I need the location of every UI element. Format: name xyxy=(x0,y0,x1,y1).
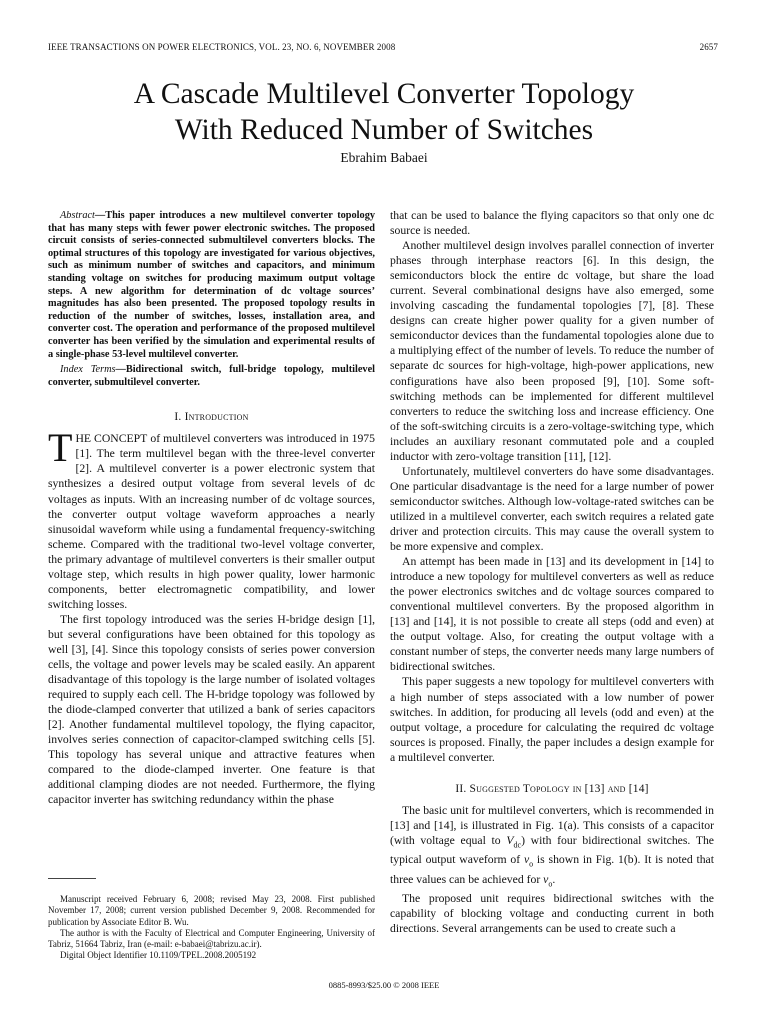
index-terms-label: Index Terms xyxy=(60,364,116,376)
footnote-doi: Digital Object Identifier 10.1109/TPEL.2008.2005192 xyxy=(60,950,257,961)
vo-letter: v xyxy=(523,853,530,867)
section-title: Introduction xyxy=(184,411,249,424)
page-number: 2657 xyxy=(699,42,718,52)
abstract-label: Abstract xyxy=(60,210,95,221)
right-paragraph-3: An attempt has been made in [13] and its development in [14] to introduce a new topology for multilevel converters as well as reduce the power electronics switches and dc voltage sources compared to conventional multilevel converters. By the proposed algorithm in [13] and [14], it is not possible to create all steps (odd and even) at the output voltage. Also, for creating the output voltage with a constant number of steps, the converter needs many large numbers of bidirectional switches. xyxy=(390,555,715,674)
footnote-rule xyxy=(48,878,96,879)
author: Ebrahim Babaei xyxy=(340,150,428,165)
right-paragraph-0: that can be used to balance the flying capacitors so that only one dc source is needed. xyxy=(390,209,714,238)
copyright-footer: 0885-8993/$25.00 © 2008 IEEE xyxy=(328,980,440,990)
running-header: IEEE TRANSACTIONS ON POWER ELECTRONICS, VOL. 23, NO. 6, NOVEMBER 2008 xyxy=(48,42,396,52)
vo-letter-2: v xyxy=(543,872,549,886)
p5-part-d: . xyxy=(552,872,556,886)
p5-part-c: is shown in Fig. 1(b). It is noted that three values can be achieved for xyxy=(390,853,714,886)
intro-paragraph-1 xyxy=(48,425,375,612)
title-line-2: With Reduced Number of Switches xyxy=(174,114,594,146)
section-heading-introduction xyxy=(48,411,375,423)
right-paragraph-6: The proposed unit requires bidirectional switches with the capability of blocking voltage and conducting current in both directions. Several arrangements can be used to create such a xyxy=(390,891,714,936)
right-paragraph-5 xyxy=(390,803,714,891)
vdc-letter: V xyxy=(506,833,514,847)
intro-p1-text: of multilevel converters was introduced in 1975 [1]. The term multilevel began with the three-level converter [2]. A multilevel converter is a power electronic system that synthesizes a desired output voltage from several levels of dc voltages as inputs. With an increasing number of dc voltage sources, the converter output voltage waveform approaches a nearly sinusoidal waveform while using a fundamental frequency-switching scheme. Compared with the traditional two-level voltage converter, the primary advantage of multilevel converters is their smaller output voltage step, which results in high power quality, lower harmonic components, better electromagnetic compatibility, and lower switching losses. xyxy=(48,432,375,611)
right-column xyxy=(390,208,714,936)
footnote-manuscript: Manuscript received February 6, 2008; revised May 23, 2008. First published November 17, 2008; current version published December 9, 2008. Recommended for publication by Associate Editor B. Wu. xyxy=(48,894,375,927)
right-paragraph-2: Unfortunately, multilevel converters do have some disadvantages. One particular disadvantage is the need for a large number of power semiconductor switches. Although low-voltage-rated switches can be utilized in a multilevel converter, each switch requires a related gate driver and protection circuits. This may cause the overall system to be more expensive and complex. xyxy=(390,464,714,554)
drop-cap: T xyxy=(48,425,73,471)
index-terms-body: Bidirectional switch, full-bridge topology, multilevel converter, submultilevel converter. xyxy=(48,364,375,388)
p5-part-a: The basic unit for multilevel converters, which is recommended in [13] and [14], is illustrated in Fig. 1(a). This consists of a capacitor (with voltage equal to xyxy=(390,803,714,847)
section-heading-suggested-topology xyxy=(390,783,714,795)
right-paragraph-4: This paper suggests a new topology for multilevel converters with a high number of steps associated with a low number of power switches. In addition, for producing all levels (odd and even) at the output voltage, a procedure for calculating the required dc voltage sources is proposed. Finally, the paper includes a design example for a multilevel converter. xyxy=(390,675,714,764)
abstract-body: This paper introduces a new multilevel converter topology that has many steps with fewer power electronic switches. The proposed circuit consists of series-connected submultilevel converters blocks. The optimal structures of this topology are investigated for various objectives, such as minimum number of switches and capacitors, and minimum standing voltage on switches for producing maximum output voltage steps. A new algorithm for determination of dc voltage sources’ magnitudes has also been presented. The proposed topology results in reduction of the number of switches, losses, installation area, and converter cost. The operation and performance of the proposed multilevel converter has been verified by the simulation and experimental results of a single-phase 53-level multilevel converter. xyxy=(48,210,375,360)
section2-title: Suggested Topology in [13] and [14] xyxy=(469,782,649,795)
vo-subscript-2: o xyxy=(548,878,553,888)
abstract-dash: — xyxy=(94,210,106,221)
vo-subscript: o xyxy=(529,859,534,869)
intro-paragraph-2: The first topology introduced was the series H-bridge design [1], but several configurations have been obtained for this topology as well [3], [4]. Since this topology consists of series power conversion cells, the voltage and power levels may be scaled easily. An apparent disadvantage of this topology is the large number of isolated voltages required to supply each cell. The H-bridge topology was followed by the diode-clamped converter that utilized a bank of series capacitors [2]. Another fundamental multilevel topology, the flying capacitor, involves series connection of capacitor-clamped switching cells [5]. This topology has several unique and attractive features when compared to the diode-clamped inverter. One feature is that additional clamping diodes are not needed. Furthermore, the flying capacitor inverter has switching redundancy within the phase xyxy=(48,612,375,807)
paper-title xyxy=(0,76,768,148)
vdc-subscript: dc xyxy=(513,840,522,850)
vdc-symbol xyxy=(506,834,513,847)
index-terms-dash: — xyxy=(115,364,126,376)
right-paragraph-1: Another multilevel design involves parallel connection of inverter phases through interphase reactors [6]. In this design, the semiconductors block the entire dc voltage, but share the load current. Several combinational designs have also emerged, some involving cascading the fundamental topologies [7], [8]. These designs can create higher power quality for a given number of semiconductor devices than the fundamental topologies alone due to a multiplying effect of the number of levels. To reduce the number of separate dc sources for high-voltage, high-power applications, new configurations have also been proposed [9], [10]. Some soft-switching methods can be implemented for different multilevel converters to reduce the switching loss and increase efficiency. One of the soft-switching circuits is a zero-voltage-switching type, which includes an auxiliary resonant commutated pole and a coupled inductor with zero-voltage transition [11], [12]. xyxy=(390,239,714,463)
intro-first-words: HE CONCEPT xyxy=(75,432,148,446)
footnote-author: The author is with the Faculty of Electrical and Computer Engineering, University of Tabriz, 51664 Tabriz, Iran (e-mail: e-babaei@tabrizu.ac.ir). xyxy=(48,927,375,950)
footnotes xyxy=(48,894,375,962)
title-line-1: A Cascade Multilevel Converter Topology xyxy=(133,78,635,110)
index-terms xyxy=(48,364,375,389)
p5-part-b: ) with four bidirectional switches. The typical output waveform of xyxy=(390,833,714,867)
left-column xyxy=(48,210,375,807)
section2-number: II. xyxy=(455,782,467,795)
abstract xyxy=(48,210,375,361)
section-number: I. xyxy=(174,411,182,424)
